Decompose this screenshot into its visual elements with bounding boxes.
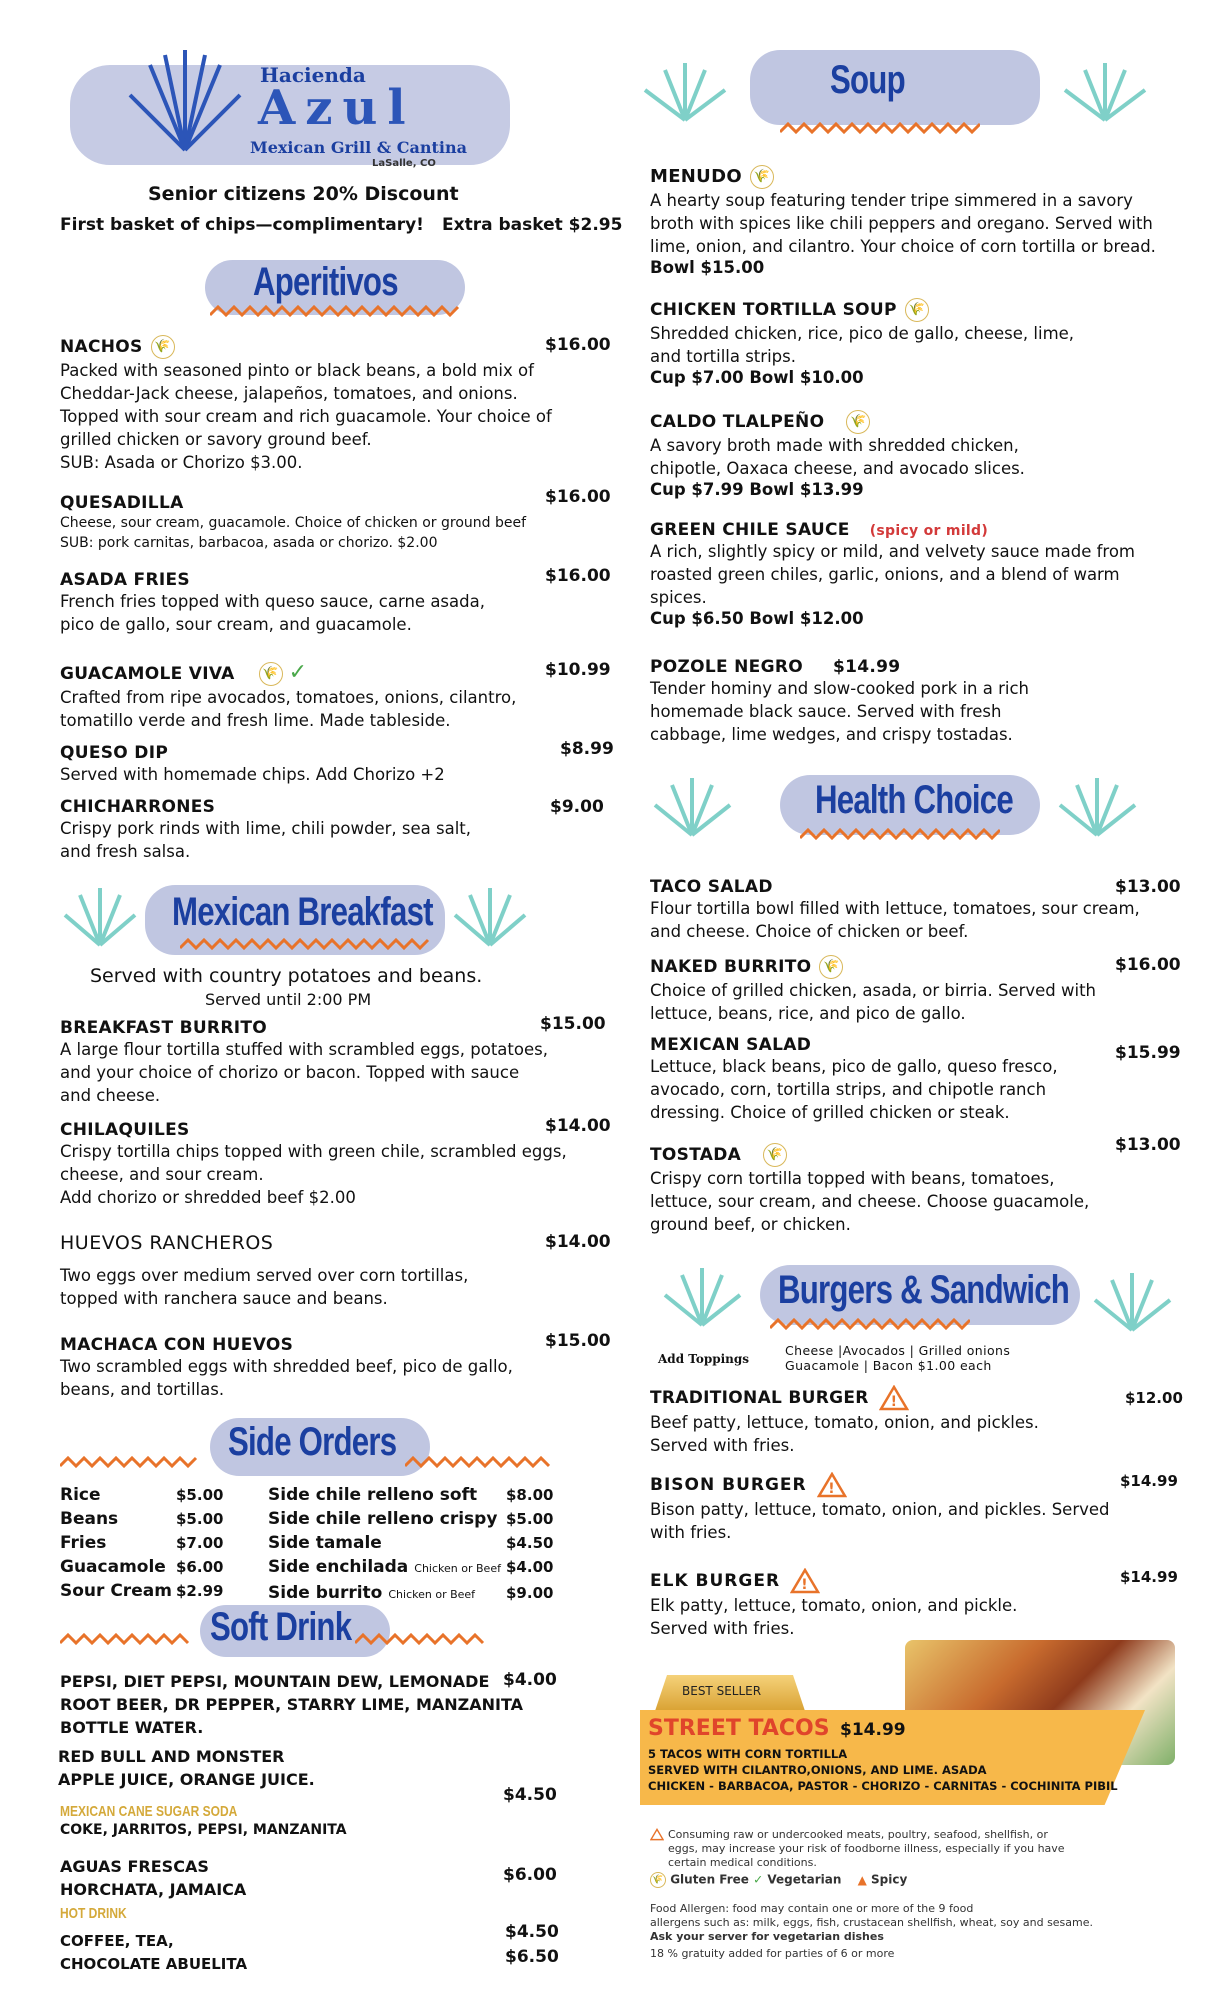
drink-line: HORCHATA, JAMAICA: [60, 1880, 247, 1899]
brand-sub: Mexican Grill & Cantina: [250, 138, 467, 157]
gluten-free-icon: 🌾: [750, 165, 774, 189]
item-desc-line: French fries topped with queso sauce, carne asada,: [60, 592, 485, 611]
item-price: $10.99: [545, 660, 611, 680]
agave-icon: [1090, 1265, 1175, 1335]
item-desc-line: grilled chicken or savory ground beef.: [60, 430, 372, 449]
side-item: [60, 1507, 240, 1531]
sides-left-list: [60, 1483, 240, 1603]
side-price: $8.00: [506, 1486, 554, 1504]
brand-location: LaSalle, CO: [372, 158, 436, 169]
item-price: Cup $7.99 Bowl $13.99: [650, 480, 864, 499]
drink-price: $6.00: [503, 1865, 557, 1885]
item-desc-line: ground beef, or chicken.: [650, 1215, 851, 1234]
item-price: $13.00: [1115, 1135, 1181, 1155]
zigzag-decoration: [355, 1633, 485, 1647]
item-desc-line: Choice of grilled chicken, asada, or birria. Served with: [650, 981, 1096, 1000]
side-price: $6.00: [176, 1558, 224, 1576]
item-desc-line: dressing. Choice of grilled chicken or steak.: [650, 1103, 1010, 1122]
soup-title: Soup: [830, 58, 905, 102]
item-price: $14.00: [545, 1232, 611, 1252]
health-title: Health Choice: [815, 778, 1013, 822]
health-banner: [650, 770, 1170, 850]
toppings-line: Cheese |Avocados | Grilled onions: [785, 1343, 1011, 1358]
street-tacos-box: [640, 1640, 1180, 1820]
side-item: [268, 1531, 558, 1555]
item-desc-line: tomatillo verde and fresh lime. Made tableside.: [60, 711, 451, 730]
side-price: $9.00: [506, 1584, 554, 1602]
side-name: Side chile relleno soft: [268, 1485, 478, 1505]
item-desc-line: Served with homemade chips. Add Chorizo +2: [60, 765, 445, 784]
agave-icon: [660, 1260, 745, 1330]
menu-item: [60, 797, 620, 863]
agave-icon: [1055, 770, 1140, 840]
item-desc-line: Elk patty, lettuce, tomato, onion, and pickle.: [650, 1596, 1018, 1615]
item-desc-line: SUB: Asada or Chorizo $3.00.: [60, 453, 303, 472]
cane-soda-list: COKE, JARRITOS, PEPSI, MANZANITA: [60, 1822, 347, 1838]
senior-discount: Senior citizens 20% Discount: [148, 183, 459, 205]
item-name: MENUDO: [650, 166, 742, 187]
gluten-free-icon: 🌾: [905, 298, 929, 322]
menu-item: [60, 566, 620, 636]
menu-item: [60, 487, 620, 553]
item-desc-line: cabbage, lime wedges, and crispy tostadas.: [650, 725, 1013, 744]
allergen-line: Food Allergen: food may contain one or more of the 9 food: [650, 1902, 974, 1915]
item-name: GREEN CHILE SAUCE: [650, 520, 850, 540]
zigzag-decoration: [800, 828, 1000, 842]
item-price: $9.00: [550, 797, 604, 817]
item-name: CHICHARRONES: [60, 797, 216, 817]
toppings-list: [785, 1343, 1010, 1373]
drink-line: BOTTLE WATER.: [60, 1718, 204, 1737]
item-name: QUESO DIP: [60, 743, 169, 763]
item-price: $14.99: [1120, 1472, 1178, 1490]
hot-drink-title: HOT DRINK: [60, 1905, 127, 1922]
menu-item: [650, 298, 1170, 387]
agave-icon: [450, 880, 530, 950]
item-desc-line: pico de gallo, sour cream, and guacamole.: [60, 615, 412, 634]
item-name: BREAKFAST BURRITO: [60, 1018, 267, 1038]
agave-icon: [60, 880, 140, 950]
tacos-name: STREET TACOS: [648, 1716, 830, 1741]
drink-line: APPLE JUICE, ORANGE JUICE.: [58, 1770, 315, 1789]
gluten-free-icon: 🌾: [259, 662, 283, 686]
warning-line: eggs, may increase your risk of foodborne illness, especially if you have: [668, 1842, 1065, 1855]
menu-item: [60, 335, 620, 472]
spicy-tag: (spicy or mild): [869, 523, 989, 539]
side-name: Guacamole: [60, 1557, 166, 1577]
legend-gluten-free: Gluten Free: [670, 1872, 749, 1887]
item-desc-line: A hearty soup featuring tender tripe simmered in a savory: [650, 191, 1133, 210]
item-name: QUESADILLA: [60, 493, 184, 513]
item-name: CHILAQUILES: [60, 1120, 190, 1140]
item-desc-line: homemade black sauce. Served with fresh: [650, 702, 1002, 721]
svg-text:!: !: [890, 1394, 898, 1410]
menu-item: [650, 877, 1181, 943]
cane-soda-title: MEXICAN CANE SUGAR SODA: [60, 1803, 238, 1820]
item-desc-line: spices.: [650, 588, 707, 607]
item-price: Cup $7.00 Bowl $10.00: [650, 368, 864, 387]
item-price: Cup $6.50 Bowl $12.00: [650, 609, 864, 628]
item-desc-line: lettuce, beans, rice, and pico de gallo.: [650, 1004, 966, 1023]
menu-item: [650, 657, 1170, 746]
item-desc-line: beans, and tortillas.: [60, 1380, 225, 1399]
side-name: Side enchilada: [268, 1557, 409, 1577]
item-desc-line: and tortilla strips.: [650, 347, 796, 366]
item-price: Bowl $15.00: [650, 258, 765, 277]
best-seller-label: BEST SELLER: [682, 1684, 762, 1698]
zigzag-decoration: [60, 1456, 200, 1470]
item-desc-line: and your choice of chorizo or bacon. Topped with sauce: [60, 1063, 520, 1082]
svg-text:!: !: [801, 1577, 809, 1593]
drink-line: COFFEE, TEA,: [60, 1932, 174, 1950]
side-item: [60, 1555, 240, 1579]
zigzag-decoration: [770, 1318, 970, 1332]
warning-icon: [790, 1568, 820, 1594]
item-name: GUACAMOLE VIVA: [60, 664, 235, 684]
item-desc-line: Cheddar-Jack cheese, jalapeños, tomatoes, and onions.: [60, 384, 518, 403]
zigzag-decoration: [60, 1633, 195, 1647]
item-desc-line: A large flour tortilla stuffed with scrambled eggs, potatoes,: [60, 1040, 548, 1059]
side-name: Rice: [60, 1485, 101, 1505]
vegetarian-note: Ask your server for vegetarian dishes: [650, 1930, 884, 1943]
side-note: Chicken or Beef: [388, 1588, 476, 1601]
aperitivos-title: Aperitivos: [253, 260, 398, 304]
item-name: MACHACA CON HUEVOS: [60, 1335, 294, 1355]
logo: [60, 45, 530, 175]
gluten-free-icon: 🌾: [846, 410, 870, 434]
tacos-details: [648, 1746, 1118, 1794]
gluten-free-icon: 🌾: [151, 335, 175, 359]
item-desc-line: Shredded chicken, rice, pico de gallo, cheese, lime,: [650, 324, 1075, 343]
item-desc-line: lettuce, sour cream, and cheese. Choose guacamole,: [650, 1192, 1090, 1211]
warning-icon: [650, 1828, 664, 1841]
gluten-free-icon: 🌾: [650, 1872, 666, 1888]
vegetarian-icon: ✓: [288, 660, 308, 685]
legend-vegetarian: Vegetarian: [767, 1872, 842, 1887]
burgers-title: Burgers & Sandwich: [778, 1268, 1070, 1312]
item-desc-line: A rich, slightly spicy or mild, and velvety sauce made from: [650, 542, 1136, 561]
item-desc-line: avocado, corn, tortilla strips, and chipotle ranch: [650, 1080, 1047, 1099]
legend-spicy: Spicy: [870, 1872, 908, 1887]
side-name: Sour Cream: [60, 1581, 172, 1601]
item-desc-line: Flour tortilla bowl filled with lettuce, tomatoes, sour cream,: [650, 899, 1140, 918]
item-desc-line: Served with fries.: [650, 1436, 795, 1455]
drink-line: AGUAS FRESCAS: [60, 1857, 209, 1876]
menu-item: [60, 1014, 620, 1107]
menu-item: [650, 1385, 1183, 1457]
side-price: $4.00: [506, 1558, 554, 1576]
drink-price: $6.50: [505, 1947, 559, 1967]
side-name: Side chile relleno crispy: [268, 1509, 498, 1529]
drink-line: CHOCOLATE ABUELITA: [60, 1955, 248, 1973]
item-name: TACO SALAD: [650, 877, 773, 897]
tacos-line: 5 TACOS WITH CORN TORTILLA: [648, 1747, 848, 1761]
brand-top: Hacienda: [260, 63, 366, 87]
item-desc-line: Packed with seasoned pinto or black beans, a bold mix of: [60, 361, 534, 380]
svg-text:!: !: [827, 1481, 836, 1497]
menu-item: [650, 1035, 1181, 1124]
legend: [650, 1872, 1170, 1888]
item-name: POZOLE NEGRO: [650, 657, 803, 677]
spicy-icon: ▲: [857, 1872, 867, 1887]
gratuity-note: 18 % gratuity added for parties of 6 or more: [650, 1947, 895, 1960]
item-name: NAKED BURRITO: [650, 957, 812, 977]
menu-item: [650, 1135, 1181, 1236]
item-name: TRADITIONAL BURGER: [650, 1388, 869, 1408]
item-desc-line: chipotle, Oaxaca cheese, and avocado slices.: [650, 459, 1025, 478]
side-name: Fries: [60, 1533, 107, 1553]
toppings-line: Guacamole | Bacon $1.00 each: [785, 1358, 992, 1373]
item-desc-line: Beef patty, lettuce, tomato, onion, and pickles.: [650, 1413, 1039, 1432]
tacos-line: SERVED WITH CILANTRO,ONIONS, AND LIME. ASADA: [648, 1763, 987, 1777]
burgers-banner: [660, 1260, 1180, 1340]
item-desc-line: and cheese. Choice of chicken or beef.: [650, 922, 969, 941]
item-name: ELK BURGER: [650, 1571, 781, 1591]
side-item: [268, 1555, 558, 1581]
menu-item: [60, 1331, 620, 1401]
aperitivos-list: [60, 335, 620, 472]
item-desc-line: A savory broth made with shredded chicken,: [650, 436, 1019, 455]
footer-notes: [650, 1828, 1170, 1961]
item-desc-line: Bison patty, lettuce, tomato, onion, and pickles. Served: [650, 1500, 1110, 1519]
item-price: $16.00: [545, 487, 611, 507]
item-desc-line: Crafted from ripe avocados, tomatoes, onions, cilantro,: [60, 688, 517, 707]
warning-line: Consuming raw or undercooked meats, poultry, seafood, shellfish, or: [668, 1828, 1048, 1841]
item-name: ASADA FRIES: [60, 570, 190, 590]
vegetarian-icon: ✓: [753, 1872, 764, 1887]
drink-price: $4.00: [503, 1670, 557, 1690]
zigzag-decoration: [210, 305, 460, 319]
item-price: $14.99: [833, 657, 901, 677]
zigzag-decoration: [780, 122, 980, 136]
item-price: $15.00: [545, 1331, 611, 1351]
agave-icon: [640, 55, 730, 125]
item-desc-line: topped with ranchera sauce and beans.: [60, 1289, 388, 1308]
item-price: $14.00: [545, 1116, 611, 1136]
allergen-line: allergens such as: milk, eggs, fish, crustacean shellfish, wheat, soy and sesame.: [650, 1916, 1094, 1929]
warning-line: certain medical conditions.: [668, 1856, 817, 1869]
item-name: BISON BURGER: [650, 1475, 807, 1495]
chips-extra: Extra basket $2.95: [442, 215, 623, 235]
toppings-label: Add Toppings: [658, 1352, 750, 1366]
side-price: $5.00: [176, 1510, 224, 1528]
item-desc-line: broth with spices like chili peppers and oregano. Served with: [650, 214, 1153, 233]
aperitivos-banner: [205, 255, 465, 325]
item-name: CHICKEN TORTILLA SOUP: [650, 300, 897, 320]
side-price: $5.00: [176, 1486, 224, 1504]
side-price: $4.50: [506, 1534, 554, 1552]
item-desc-line: Add chorizo or shredded beef $2.00: [60, 1188, 356, 1207]
side-item: [60, 1531, 240, 1555]
item-price: $8.99: [560, 739, 614, 759]
sides-right-list: [268, 1483, 558, 1607]
tacos-line: CHICKEN - BARBACOA, PASTOR - CHORIZO - CARNITAS - COCHINITA PIBIL: [648, 1779, 1118, 1793]
menu-item: [60, 1116, 620, 1209]
item-desc-line: Cheese, sour cream, guacamole. Choice of chicken or ground beef: [60, 515, 527, 531]
item-desc-line: and fresh salsa.: [60, 842, 191, 861]
side-item: [60, 1483, 240, 1507]
drinks-title: Soft Drink: [210, 1605, 352, 1649]
hot-drink-block: [60, 1930, 247, 1976]
aguas-block: [60, 1855, 246, 1901]
side-note: Chicken or Beef: [414, 1562, 501, 1575]
item-price: $12.00: [1125, 1389, 1183, 1407]
item-desc-line: cheese, and sour cream.: [60, 1165, 264, 1184]
item-price: $15.99: [1115, 1043, 1181, 1063]
warning-icon: [817, 1472, 847, 1498]
item-desc-line: and cheese.: [60, 1086, 161, 1105]
item-name: NACHOS: [60, 337, 143, 357]
item-desc-line: with fries.: [650, 1523, 732, 1542]
breakfast-hours: Served until 2:00 PM: [205, 990, 372, 1009]
warning-icon: [879, 1385, 909, 1411]
side-price: $2.99: [176, 1582, 224, 1600]
drinks-energy: [58, 1745, 315, 1791]
side-name: Beans: [60, 1509, 119, 1529]
item-name: TOSTADA: [650, 1145, 742, 1165]
item-price: $13.00: [1115, 877, 1181, 897]
drink-price: $4.50: [503, 1785, 557, 1805]
side-item: [60, 1579, 240, 1603]
menu-item: [650, 1472, 1178, 1544]
soup-banner: [640, 50, 1160, 145]
menu-item: [650, 520, 1170, 628]
item-price: $16.00: [545, 566, 611, 586]
side-item: [268, 1483, 558, 1507]
item-desc-line: SUB: pork carnitas, barbacoa, asada or chorizo. $2.00: [60, 535, 438, 551]
menu-item: [60, 739, 620, 786]
side-name: Side burrito: [268, 1583, 383, 1603]
brand-main: Azul: [258, 80, 416, 136]
tacos-price: $14.99: [840, 1720, 906, 1740]
drink-line: RED BULL AND MONSTER: [58, 1747, 285, 1766]
item-desc-line: Served with fries.: [650, 1619, 795, 1638]
side-name: Side tamale: [268, 1533, 382, 1553]
item-name: CALDO TLALPEÑO: [650, 412, 825, 432]
item-desc-line: Lettuce, black beans, pico de gallo, queso fresco,: [650, 1057, 1058, 1076]
drink-price: $4.50: [505, 1922, 559, 1942]
item-desc-line: Tender hominy and slow-cooked pork in a rich: [650, 679, 1030, 698]
item-desc-line: Two eggs over medium served over corn tortillas,: [60, 1266, 469, 1285]
item-desc-line: lime, onion, and cilantro. Your choice of corn tortilla or bread.: [650, 237, 1156, 256]
gluten-free-icon: 🌾: [819, 955, 843, 979]
drinks-banner: [60, 1605, 490, 1665]
zigzag-decoration: [180, 938, 430, 952]
sides-banner: [60, 1418, 550, 1478]
breakfast-title: Mexican Breakfast: [172, 890, 433, 934]
item-name: MEXICAN SALAD: [650, 1035, 812, 1055]
item-desc-line: Crispy tortilla chips topped with green chile, scrambled eggs,: [60, 1142, 567, 1161]
agave-logo-icon: [120, 45, 250, 155]
drink-line: ROOT BEER, DR PEPPER, STARRY LIME, MANZANITA: [60, 1695, 524, 1714]
item-price: $16.00: [545, 335, 611, 355]
item-price: $15.00: [540, 1014, 606, 1034]
item-desc-line: roasted green chiles, garlic, onions, and a blend of warm: [650, 565, 1120, 584]
item-price: $16.00: [1115, 955, 1181, 975]
menu-item: [60, 1232, 620, 1310]
side-price: $5.00: [506, 1510, 554, 1528]
drink-line: PEPSI, DIET PEPSI, MOUNTAIN DEW, LEMONADE: [60, 1672, 490, 1691]
menu-item: [650, 955, 1181, 1025]
side-price: $7.00: [176, 1534, 224, 1552]
item-name: HUEVOS RANCHEROS: [60, 1232, 274, 1254]
item-desc-line: Two scrambled eggs with shredded beef, pico de gallo,: [60, 1357, 513, 1376]
menu-item: [650, 410, 1170, 499]
side-item: [268, 1581, 558, 1607]
menu-item: [650, 165, 1170, 277]
chips-free: First basket of chips—complimentary!: [60, 215, 424, 235]
agave-icon: [650, 770, 735, 840]
side-item: [268, 1507, 558, 1531]
item-desc-line: Crispy corn tortilla topped with beans, tomatoes,: [650, 1169, 1055, 1188]
gluten-free-icon: 🌾: [763, 1143, 787, 1167]
item-desc-line: Crispy pork rinds with lime, chili powder, sea salt,: [60, 819, 471, 838]
item-price: $14.99: [1120, 1568, 1178, 1586]
sides-title: Side Orders: [228, 1420, 397, 1464]
item-desc-line: Topped with sour cream and rich guacamole. Your choice of: [60, 407, 552, 426]
menu-item: [650, 1568, 1178, 1640]
agave-icon: [1060, 55, 1150, 125]
menu-item: [60, 660, 620, 732]
zigzag-decoration: [405, 1456, 550, 1470]
breakfast-banner: [60, 880, 530, 970]
breakfast-note: Served with country potatoes and beans.: [90, 965, 483, 987]
